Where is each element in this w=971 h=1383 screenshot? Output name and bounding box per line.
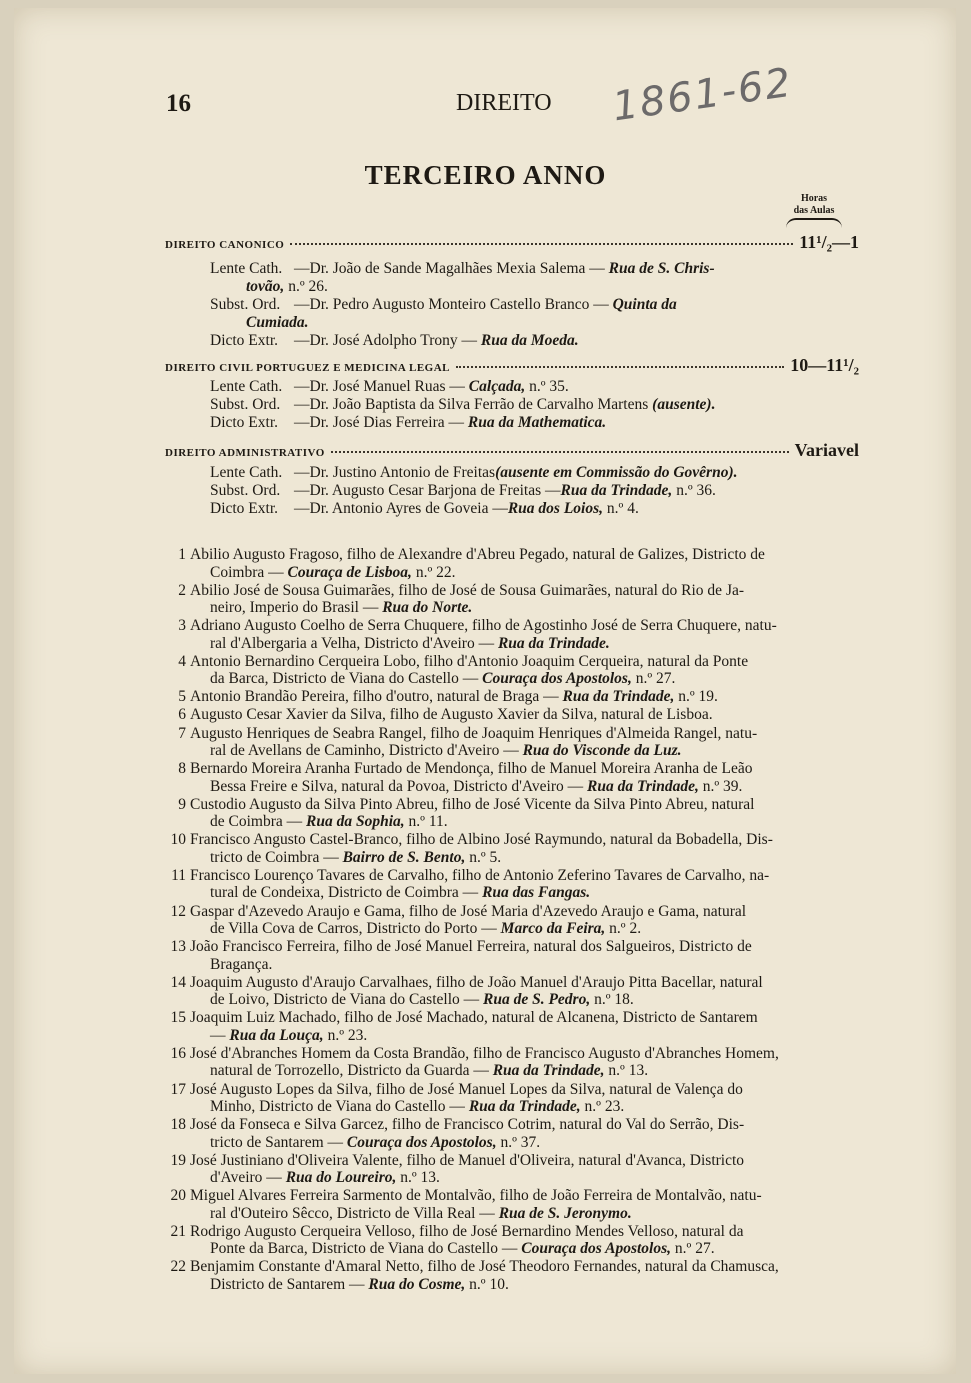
staff-role: Lente Cath.	[210, 378, 283, 395]
staff-text: —Dr. José Manuel Ruas —	[294, 378, 465, 395]
staff-tail: n.º 4.	[603, 500, 639, 517]
student-line1: Adriano Augusto Coelho de Serra Chuquere, filho de Agostinho José de Serra Chuquere, natu-	[190, 617, 777, 635]
student-entry	[166, 1223, 860, 1258]
staff-text: —Dr. José Dias Ferreira —	[294, 414, 465, 431]
student-address: Rua do Norte.	[382, 599, 473, 617]
student-number: 10	[170, 831, 186, 849]
student-address: Rua de S. Pedro,	[483, 991, 591, 1009]
staff-text: —Dr. João Baptista da Silva Ferrão de Carvalho Martens	[294, 396, 649, 413]
staff-role: Subst. Ord.	[210, 296, 281, 313]
student-number: 15	[170, 1009, 186, 1027]
category-heading	[165, 355, 859, 376]
student-tail: n.º 23.	[323, 1026, 368, 1044]
staff-text: —Dr. Justino Antonio de Freitas	[294, 464, 496, 481]
student-line2: da Barca, Districto de Viana do Castello —	[210, 670, 479, 688]
student-number: 22	[170, 1258, 186, 1276]
student-line1: Miguel Alvares Ferreira Sarmento de Montalvão, filho de João Ferreira de Montalvão, natu-	[190, 1187, 762, 1205]
staff-entry	[210, 482, 830, 500]
student-line1: Joaquim Luiz Machado, filho de José Machado, natural de Alcanena, Districto de Santarem	[190, 1009, 758, 1027]
student-line2: Ponte da Barca, Districto de Viana do Castello —	[210, 1240, 518, 1258]
student-line2: Districto de Santarem —	[210, 1275, 365, 1293]
student-line1: José Justiniano d'Oliveira Valente, filho de Manuel d'Oliveira, natural d'Avanca, Districto	[190, 1151, 745, 1169]
student-address: Rua do Cosme,	[368, 1275, 466, 1293]
student-number: 11	[171, 866, 186, 884]
staff-list	[210, 378, 810, 432]
student-address: Rua da Trindade,	[587, 777, 699, 795]
student-line1: Francisco Lourenço Tavares de Carvalho, filho de Antonio Zeferino Tavares de Carvalho, na-	[190, 866, 770, 884]
staff-role: Subst. Ord.	[210, 482, 281, 499]
section-title: TERCEIRO ANNO	[364, 160, 607, 190]
staff-text: —Dr. Pedro Augusto Monteiro Castello Branco —	[294, 296, 609, 313]
staff-address-cont: tovão,	[246, 278, 285, 295]
staff-address: Rua da Mathematica.	[467, 414, 607, 431]
staff-role: Subst. Ord.	[210, 396, 281, 413]
student-address: Rua de S. Jeronymo.	[498, 1204, 632, 1222]
staff-role: Lente Cath.	[210, 260, 283, 277]
student-line2: Bessa Freire e Silva, natural da Povoa, Districto d'Aveiro —	[210, 777, 584, 795]
category-heading	[165, 440, 859, 461]
student-line2: natural de Torrozello, Districto da Guarda —	[210, 1062, 489, 1080]
staff-address: Rua da Moeda.	[480, 332, 579, 349]
student-number: 16	[170, 1044, 186, 1062]
student-line1: Augusto Cesar Xavier da Silva, filho de Augusto Xavier da Silva, natural de Lisboa.	[190, 706, 713, 724]
student-line1: Custodio Augusto da Silva Pinto Abreu, filho de José Vicente da Silva Pinto Abreu, natural	[190, 795, 755, 813]
staff-entry	[210, 500, 830, 518]
student-entry	[166, 903, 860, 938]
student-address: Rua da Trindade,	[492, 1062, 605, 1080]
student-tail: n.º 39.	[698, 777, 743, 795]
staff-address-cont: Cumiada.	[246, 314, 309, 331]
category-name: DIREITO CANONICO	[165, 239, 285, 251]
student-entry	[166, 1081, 860, 1116]
student-line2: neiro, Imperio do Brasil —	[210, 599, 379, 617]
student-address: Couraça dos Apostolos,	[521, 1240, 672, 1258]
hours-brace	[786, 218, 842, 228]
staff-text: —Dr. Augusto Cesar Barjona de Freitas —	[294, 482, 561, 499]
staff-address: Rua dos Loios,	[507, 500, 604, 517]
student-entry	[166, 831, 860, 866]
staff-list	[210, 260, 810, 350]
student-tail: n.º 37.	[496, 1133, 541, 1151]
student-tail: n.º 2.	[605, 920, 642, 938]
student-line1: José da Fonseca e Silva Garcez, filho de Francisco Cotrim, natural do Val do Serrão, Dis-	[190, 1116, 745, 1134]
student-line2: tricto de Coimbra —	[210, 848, 339, 866]
running-title: DIREITO	[456, 90, 552, 116]
student-number: 14	[170, 973, 186, 991]
staff-entry	[210, 260, 810, 296]
staff-text: —Dr. João de Sande Magalhães Mexia Salema —	[294, 260, 605, 277]
student-tail: n.º 19.	[674, 688, 718, 706]
student-address: Rua da Trindade,	[562, 688, 675, 706]
student-line2: Bragança.	[210, 955, 273, 973]
student-tail: n.º 13.	[604, 1062, 649, 1080]
staff-address: Calçada,	[468, 378, 526, 395]
student-line2: ral d'Albergaria a Velha, Districto d'Aveiro —	[210, 634, 495, 652]
student-number: 5	[178, 688, 186, 706]
student-entry	[166, 1152, 860, 1187]
student-address: Couraça dos Apostolos,	[482, 670, 632, 688]
student-line2: de Villa Cova de Carros, Districto do Porto —	[210, 920, 497, 938]
hours-header-line2: das Aulas	[793, 205, 835, 216]
category-hours: Variavel	[794, 440, 859, 460]
student-line1: Abilio Augusto Fragoso, filho de Alexandre d'Abreu Pegado, natural de Galizes, Districto de	[190, 546, 765, 563]
staff-list	[210, 464, 830, 518]
student-tail: n.º 11.	[404, 813, 448, 831]
student-entry	[166, 1187, 860, 1222]
staff-tail: n.º 26.	[284, 278, 328, 295]
student-tail: n.º 5.	[465, 848, 502, 866]
student-line1: Antonio Bernardino Cerqueira Lobo, filho d'Antonio Joaquim Cerqueira, natural da Ponte	[190, 652, 749, 670]
student-address: Couraça dos Apostolos,	[346, 1133, 497, 1151]
category-hours: 11¹/₂—1	[799, 232, 859, 252]
student-entry	[166, 725, 860, 760]
student-tail: n.º 10.	[465, 1275, 509, 1293]
student-address: Rua do Loureiro,	[285, 1169, 397, 1187]
leader-dots	[456, 366, 784, 368]
staff-entry	[210, 296, 810, 332]
student-entry	[166, 796, 860, 831]
student-entry	[166, 688, 860, 706]
student-line1: Augusto Henriques de Seabra Rangel, filho de Joaquim Henriques d'Almeida Rangel, natu-	[190, 724, 758, 742]
student-tail: n.º 27.	[671, 1240, 715, 1258]
student-entry	[166, 1045, 860, 1080]
student-tail: n.º 22.	[411, 563, 456, 581]
staff-role: Dicto Extr.	[210, 500, 279, 517]
student-address: Rua da Trindade.	[497, 634, 610, 652]
staff-tail: n.º 35.	[525, 378, 569, 395]
student-line1: Rodrigo Augusto Cerqueira Velloso, filho de José Bernardino Mendes Velloso, natural da	[190, 1222, 744, 1240]
student-number: 13	[170, 938, 186, 956]
student-number: 4	[178, 652, 186, 670]
student-number: 17	[170, 1080, 186, 1098]
student-address: Marco da Feira,	[500, 920, 606, 938]
student-line2: Minho, Districto de Viana do Castello —	[210, 1098, 465, 1115]
category-hours: 10—11¹/₂	[790, 355, 859, 375]
student-line2: tural de Condeixa, Districto de Coimbra —	[210, 884, 479, 902]
student-line2: —	[210, 1026, 226, 1044]
student-entry	[166, 582, 860, 617]
staff-entry	[210, 414, 810, 432]
student-number: 1	[178, 546, 186, 563]
staff-address: (ausente em Commissão do Govêrno).	[495, 464, 738, 481]
student-tail: n.º 27.	[631, 670, 676, 688]
category-heading	[165, 232, 859, 253]
student-line2: ral de Avellans de Caminho, Districto d'Aveiro —	[210, 742, 519, 760]
student-address: Rua da Sophia,	[306, 813, 405, 831]
category-name: DIREITO ADMINISTRATIVO	[165, 447, 325, 459]
student-line2: ral d'Outeiro Sêcco, Districto de Villa Real —	[210, 1204, 495, 1222]
student-number: 12	[170, 902, 186, 920]
student-line2: tricto de Santarem —	[210, 1133, 343, 1151]
staff-address: Rua da Trindade,	[560, 482, 673, 499]
student-tail: n.º 23.	[580, 1098, 625, 1115]
student-number: 8	[178, 760, 186, 778]
student-line1: José Augusto Lopes da Silva, filho de José Manuel Lopes da Silva, natural de Valença do	[190, 1080, 743, 1098]
student-entry	[166, 1009, 860, 1044]
student-entry	[166, 1116, 860, 1151]
staff-entry	[210, 332, 810, 350]
staff-role: Dicto Extr.	[210, 414, 279, 431]
student-entry	[166, 706, 860, 724]
student-entry	[166, 546, 860, 581]
staff-address: Quinta da	[612, 296, 677, 313]
student-tail: n.º 18.	[590, 991, 634, 1009]
student-address: Rua das Fangas.	[482, 884, 591, 902]
staff-entry	[210, 464, 830, 482]
student-address: Couraça de Lisboa,	[287, 563, 412, 581]
student-number: 18	[170, 1116, 186, 1134]
student-tail: n.º 13.	[396, 1169, 440, 1187]
student-line1: Francisco Angusto Castel-Branco, filho de Albino José Raymundo, natural da Bobadella, Dis-	[190, 831, 773, 849]
staff-address: Rua de S. Chris-	[608, 260, 715, 277]
student-number: 9	[178, 795, 186, 813]
student-line1: Gaspar d'Azevedo Araujo e Gama, filho de José Maria d'Azevedo Araujo e Gama, natural	[190, 902, 747, 920]
student-entry	[166, 974, 860, 1009]
student-entry	[166, 617, 860, 652]
student-line2: de Loivo, Districto de Viana do Castello —	[210, 991, 480, 1009]
student-entry	[166, 1258, 860, 1293]
category-name: DIREITO CIVIL PORTUGUEZ E MEDICINA LEGAL	[165, 362, 450, 374]
student-line1: José d'Abranches Homem da Costa Brandão, filho de Francisco Augusto d'Abranches Homem,	[190, 1044, 779, 1062]
staff-address: (ausente).	[652, 396, 716, 413]
student-address: Rua da Louça,	[229, 1026, 324, 1044]
student-number: 20	[170, 1187, 186, 1205]
student-entry	[166, 653, 860, 688]
student-line1: Benjamim Constante d'Amaral Netto, filho de José Theodoro Fernandes, natural da Chamusca,	[190, 1258, 779, 1276]
student-address: Rua da Trindade,	[468, 1098, 581, 1115]
staff-entry	[210, 378, 810, 396]
student-line1: João Francisco Ferreira, filho de José Manuel Ferreira, natural dos Salgueiros, Districto de	[190, 938, 752, 956]
student-line2: de Coimbra —	[210, 813, 303, 831]
student-number: 3	[178, 617, 186, 635]
hours-header	[784, 193, 844, 217]
student-number: 21	[170, 1222, 186, 1240]
staff-role: Lente Cath.	[210, 464, 283, 481]
student-line2: Coimbra —	[210, 563, 284, 581]
student-number: 2	[178, 581, 186, 599]
student-entry	[166, 938, 860, 973]
student-entry	[166, 760, 860, 795]
staff-entry	[210, 396, 810, 414]
student-line1: Antonio Brandão Pereira, filho d'outro, natural de Braga —	[190, 688, 559, 706]
staff-tail: n.º 36.	[672, 482, 716, 499]
pencil-annotation: 1861-62	[609, 59, 796, 131]
student-line1: Bernardo Moreira Aranha Furtado de Mendonça, filho de Manuel Moreira Aranha de Leão	[190, 760, 753, 778]
hours-header-line1: Horas	[800, 193, 828, 204]
student-number: 19	[170, 1151, 186, 1169]
leader-dots	[331, 451, 789, 453]
student-list	[166, 546, 860, 1294]
student-line1: Abilio José de Sousa Guimarães, filho de José de Sousa Guimarães, natural do Rio de Ja-	[190, 581, 745, 599]
student-entry	[166, 867, 860, 902]
staff-role: Dicto Extr.	[210, 332, 279, 349]
page-number: 16	[166, 90, 191, 117]
student-number: 7	[178, 724, 186, 742]
staff-text: —Dr. José Adolpho Trony —	[294, 332, 478, 349]
student-line2: d'Aveiro —	[210, 1169, 282, 1187]
staff-text: —Dr. Antonio Ayres de Goveia —	[294, 500, 508, 517]
student-line1: Joaquim Augusto d'Araujo Carvalhaes, filho de João Manuel d'Araujo Pitta Bacellar, natural	[190, 973, 763, 991]
student-number: 6	[178, 706, 186, 724]
student-address: Rua do Visconde da Luz.	[522, 742, 682, 760]
leader-dots	[290, 243, 793, 245]
student-address: Bairro de S. Bento,	[342, 848, 466, 866]
